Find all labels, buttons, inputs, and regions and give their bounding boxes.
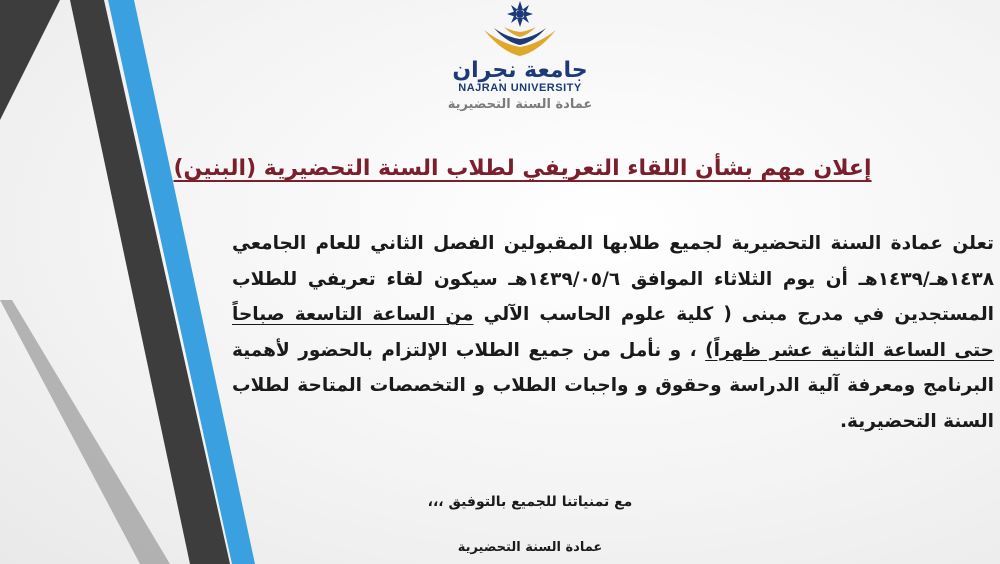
announcement-body xyxy=(232,226,994,439)
star-crown-icon xyxy=(472,0,568,62)
university-logo xyxy=(440,0,600,125)
signature-department: عمادة السنة التحضيرية xyxy=(457,540,603,555)
announcement-title: إعلان مهم بشأن اللقاء التعريفي لطلاب السنة التحضيرية (البنين) xyxy=(173,156,872,181)
logo-department: عمادة السنة التحضيرية xyxy=(447,97,593,112)
body-part-1: تعلن عمادة السنة التحضيرية لجميع طلابها المقبولين الفصل الثاني للعام الجامعي ١٤٣٨هـ/١٤٣٩هـ أن يوم الثلاثاء الموافق ١٤٣٩/٠٥/٦هـ سيكون لقاء تعريفي للطلاب المستجدين في مدرج مبنى ( كلية علوم الحاسب الآلي xyxy=(232,233,995,325)
closing-wishes: مع تمنياتنا للجميع بالتوفيق ،،، xyxy=(427,494,633,510)
stripe-dark-left xyxy=(0,0,60,120)
logo-arabic-name: جامعة نجران xyxy=(452,58,588,83)
body-part-2: ، و نأمل من جميع الطلاب الإلتزام بالحضور لأهمية البرنامج ومعرفة آلية الدراسة وحقوق و واجبات الطلاب و التخصصات المتاحة لطلاب السنة التحضيرية. xyxy=(232,339,994,432)
body-time-underlined: من الساعة التاسعة صباحاً حتى الساعة الثانية عشر ظهراً) xyxy=(232,304,994,361)
logo-english-name: NAJRAN UNIVERSITY xyxy=(458,82,582,94)
